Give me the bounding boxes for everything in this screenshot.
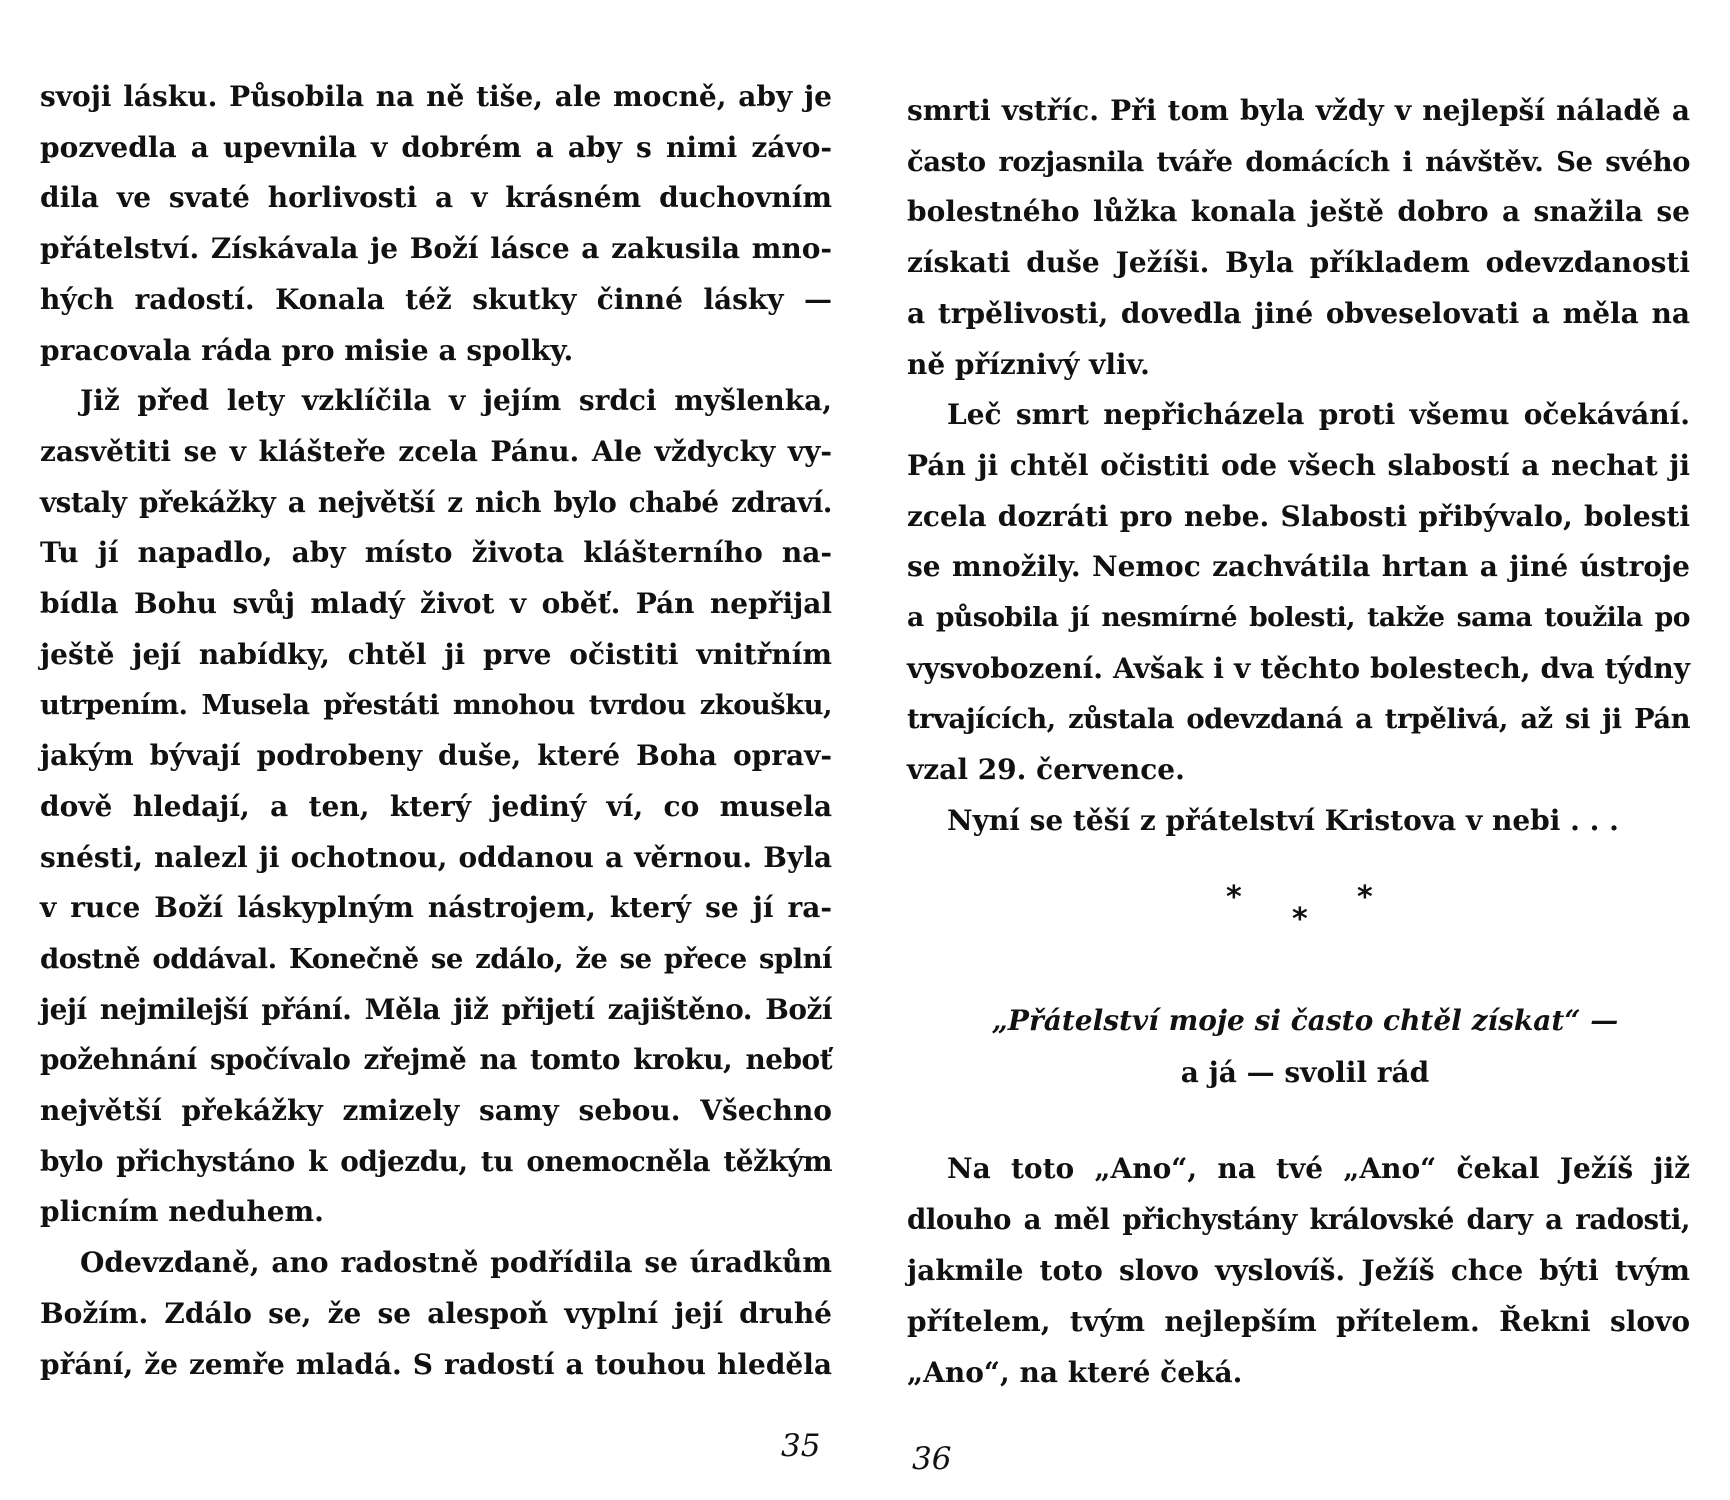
page-number-right: 36 bbox=[912, 1441, 952, 1477]
text-line: Tu jí napadlo, aby místo života klášterního na- bbox=[40, 536, 832, 570]
motto-line-1: „Přátelství moje si často chtěl získat“ — bbox=[991, 1004, 1619, 1037]
text-line: Na toto „Ano“, na tvé „Ano“ čekal Ježíš již bbox=[947, 1152, 1690, 1185]
text-line: hých radostí. Konala též skutky činné lásky — bbox=[40, 282, 832, 316]
text-line: získati duše Ježíši. Byla příkladem odevzdanosti bbox=[907, 246, 1690, 280]
text-line: bolestného lůžka konala ještě dobro a snažila se bbox=[907, 195, 1690, 229]
motto-line-2: a já — svolil rád bbox=[1180, 1056, 1430, 1089]
text-line: dlouho a měl přichystány královské dary a radosti, bbox=[907, 1203, 1690, 1236]
text-line: přítelem, tvým nejlepším přítelem. Řekni slovo bbox=[907, 1305, 1690, 1338]
text-line: bylo přichystáno k odjezdu, tu onemocněla těžkým bbox=[40, 1144, 832, 1178]
text-line: jakmile toto slovo vyslovíš. Ježíš chce býti tvým bbox=[907, 1254, 1690, 1287]
text-line: zasvětiti se v klášteře zcela Pánu. Ale vždycky vy- bbox=[40, 434, 832, 468]
text-line: přání, že zemře mladá. S radostí a touhou hleděla bbox=[40, 1347, 832, 1381]
text-line: pracovala ráda pro misie a spolky. bbox=[40, 333, 574, 367]
text-line: vzal 29. července. bbox=[907, 753, 1185, 787]
text-line: trvajících, zůstala odevzdaná a trpělivá, až si ji Pán bbox=[907, 703, 1690, 736]
text-line: Již před lety vzklíčila v jejím srdci myšlenka, bbox=[80, 384, 832, 418]
text-line: dově hledají, a ten, který jediný ví, co musela bbox=[40, 789, 832, 823]
right-page bbox=[865, 0, 1730, 1500]
right-page-text bbox=[907, 86, 1690, 847]
left-page-text bbox=[40, 72, 832, 1390]
text-line: vstaly překážky a největší z nich bylo chabé zdraví. bbox=[40, 485, 832, 519]
text-line: požehnání spočívalo zřejmě na tomto kroku, neboť bbox=[40, 1043, 832, 1077]
text-line: přátelství. Získávala je Boží lásce a zakusila mno- bbox=[40, 232, 832, 266]
asterisk-2: * bbox=[1292, 902, 1308, 937]
text-line: Nyní se těší z přátelství Kristova v nebi . . . bbox=[947, 803, 1619, 837]
text-line: bídla Bohu svůj mladý život v oběť. Pán nepřijal bbox=[40, 587, 832, 621]
text-line: ještě její nabídky, chtěl ji prve očistiti vnitřním bbox=[40, 637, 832, 671]
text-line: „Ano“, na které čeká. bbox=[907, 1356, 1243, 1389]
text-line: svoji lásku. Působila na ně tiše, ale mocně, aby je bbox=[40, 80, 832, 113]
text-line: největší překážky zmizely samy sebou. Všechno bbox=[40, 1094, 832, 1128]
closing-paragraph bbox=[907, 1143, 1690, 1398]
text-line: Leč smrt nepřicházela proti všemu očekávání. bbox=[947, 398, 1690, 432]
text-line: často rozjasnila tváře domácích i návštěv. Se svého bbox=[907, 145, 1690, 178]
text-line: a trpělivosti, dovedla jiné obveselovati a měla na bbox=[907, 296, 1690, 330]
asterisk-1: * bbox=[1226, 880, 1242, 915]
motto-quote bbox=[925, 995, 1685, 1099]
text-line: Božím. Zdálo se, že se alespoň vyplní její druhé bbox=[40, 1296, 832, 1330]
text-line: jakým bývají podrobeny duše, které Boha oprav- bbox=[40, 739, 832, 773]
text-line: pozvedla a upevnila v dobrém a aby s nimi závo- bbox=[40, 130, 832, 164]
text-line: ně příznivý vliv. bbox=[907, 347, 1150, 381]
text-line: její nejmilejší přání. Měla již přijetí zajištěno. Boží bbox=[40, 992, 832, 1026]
text-line: dila ve svaté horlivosti a v krásném duchovním bbox=[40, 181, 832, 215]
text-line: se množily. Nemoc zachvátila hrtan a jiné ústroje bbox=[907, 550, 1690, 584]
text-line: vysvobození. Avšak i v těchto bolestech, dva týdny bbox=[907, 651, 1690, 685]
text-line: Odevzdaně, ano radostně podřídila se úradkům bbox=[80, 1246, 832, 1280]
text-line: zcela dozráti pro nebe. Slabosti přibývalo, bolesti bbox=[907, 499, 1690, 533]
text-line: snésti, nalezl ji ochotnou, oddanou a věrnou. Byla bbox=[40, 840, 832, 874]
page-number-left: 35 bbox=[781, 1428, 821, 1464]
text-line: a působila jí nesmírné bolesti, takže sama toužila po bbox=[907, 602, 1690, 634]
text-line: Pán ji chtěl očistiti ode všech slabostí a nechat ji bbox=[907, 448, 1690, 482]
asterisk-3: * bbox=[1357, 880, 1373, 915]
text-line: plicním neduhem. bbox=[40, 1195, 324, 1229]
section-divider-asterisks bbox=[865, 880, 1730, 940]
text-line: v ruce Boží láskyplným nástrojem, který se jí ra- bbox=[40, 891, 832, 925]
text-line: utrpením. Musela přestáti mnohou tvrdou zkoušku, bbox=[40, 689, 832, 722]
text-line: dostně oddával. Konečně se zdálo, že se přece splní bbox=[40, 942, 832, 975]
text-line: smrti vstříc. Při tom byla vždy v nejlepší náladě a bbox=[907, 94, 1690, 127]
